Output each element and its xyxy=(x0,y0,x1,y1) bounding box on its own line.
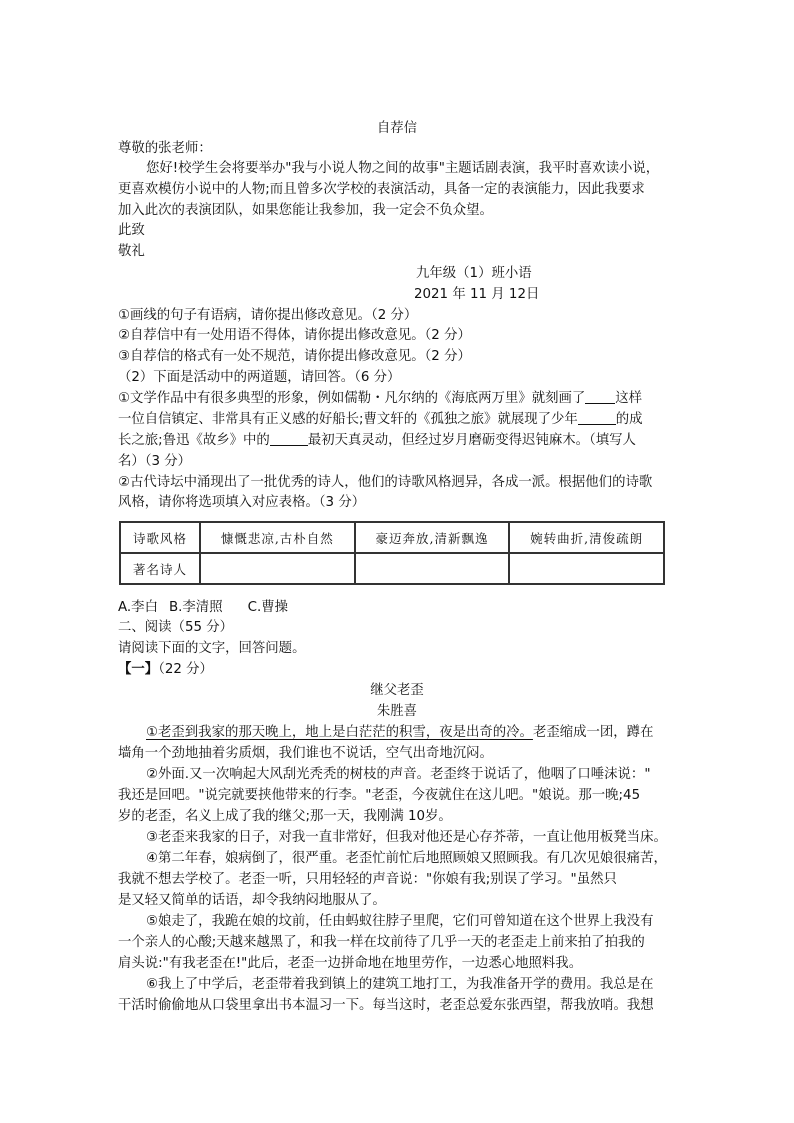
paragraph-4-line-3: 是又轻又简单的话语，却令我纳闷地服从了。 xyxy=(118,893,386,908)
table-cell-poet-2[interactable] xyxy=(355,553,510,584)
paragraph-5-line-1: ⑤娘走了，我跪在娘的坟前，任由蚂蚁往脖子里爬，它们可曾知道在这个世界上我没有 xyxy=(146,914,654,929)
letter-body-line-1: 您好!校学生会将要举办"我与小说人物之间的故事"主题话剧表演，我平时喜欢读小说， xyxy=(146,161,660,176)
fill-text: 一位自信镇定、非常具有正义感的好船长;曹文轩的《孤独之旅》就展现了少年 xyxy=(118,412,578,427)
letter-closing-2: 敬礼 xyxy=(118,244,145,259)
paragraph-6-line-1: ⑥我上了中学后，老歪带着我到镇上的建筑工地打工，为我准备开学的费用。我总是在 xyxy=(146,977,654,992)
paragraph-1-line-1 xyxy=(146,723,653,743)
poem-question-line-1: ②古代诗坛中涌现出了一批优秀的诗人，他们的诗歌风格迥异，各成一派。根据他们的诗歌 xyxy=(118,475,653,490)
poem-question-line-2: 风格，请你将选项填入对应表格。（3 分） xyxy=(118,495,366,510)
letter-title: 自荐信 xyxy=(376,121,418,136)
question-part-2: （2）下面是活动中的两道题，请回答。（6 分） xyxy=(118,370,401,385)
table-cell-style-2: 豪迈奔放,清新飘逸 xyxy=(355,522,510,553)
paragraph-text: 老歪缩成一团，蹲在 xyxy=(532,725,654,740)
part-label: 【一】 xyxy=(118,662,159,677)
paragraph-3: ③老歪来我家的日子，对我一直非常好，但我对他还是心存芥蒂，一直让他用板凳当床。 xyxy=(146,830,667,845)
option-list xyxy=(118,598,288,618)
option-b: B.李清照 xyxy=(168,600,223,615)
reading-part-heading xyxy=(118,660,213,680)
paragraph-1-line-2: 墙角一个劲地抽着劣质烟，我们谁也不说话，空气出奇地沉闷。 xyxy=(118,746,493,761)
letter-body-line-3: 加入此次的表演团队，如果您能让我参加，我一定会不负众望。 xyxy=(118,203,493,218)
fill-text: 最初天真灵动，但经过岁月磨砺变得迟钝麻木。（填写人 xyxy=(307,433,636,448)
paragraph-6-line-2: 干活时偷偷地从口袋里拿出书本温习一下。每当这时，老歪总爱东张西望，帮我放哨。我想 xyxy=(118,998,654,1013)
table-header-style: 诗歌风格 xyxy=(120,522,200,553)
answer-blank[interactable] xyxy=(578,410,616,425)
table-cell-style-3: 婉转曲折,清俊疏朗 xyxy=(509,522,664,553)
letter-signature: 九年级（1）班小语 xyxy=(416,266,532,281)
table-cell-poet-3[interactable] xyxy=(509,553,664,584)
fill-text: 的成 xyxy=(615,412,643,427)
reading-section-title: 二、阅读（55 分） xyxy=(118,620,234,635)
table-cell-poet-1[interactable] xyxy=(200,553,355,584)
paragraph-4-line-2: 我就不想去学校了。老歪一听，只用轻轻的声音说："你娘有我;别误了学习。"虽然只 xyxy=(118,872,617,887)
fill-question-line-3 xyxy=(118,431,636,451)
fill-text: 长之旅;鲁迅《故乡》中的 xyxy=(118,433,270,448)
fill-text: 这样 xyxy=(615,391,643,406)
table-header-poet: 著名诗人 xyxy=(120,553,200,584)
table-row xyxy=(120,522,664,553)
story-author: 朱胜喜 xyxy=(376,704,418,719)
question-1: ①画线的句子有语病，请你提出修改意见。（2 分） xyxy=(118,308,418,323)
fill-question-line-1 xyxy=(118,389,642,409)
paragraph-2-line-1: ②外面.又一次响起大风刮光秃秃的树枝的声音。老歪终于说话了，他咽了口唾沫说：" xyxy=(146,767,651,782)
paragraph-4-line-1: ④第二年春，娘病倒了，很严重。老歪忙前忙后地照顾娘又照顾我。有几次见娘很痛苦， xyxy=(146,851,667,866)
paragraph-5-line-3: 肩头说:"有我老歪在!"此后，老歪一边拼命地在地里劳作，一边悉心地照料我。 xyxy=(118,956,583,971)
part-score: （22 分） xyxy=(158,662,213,677)
answer-blank[interactable] xyxy=(270,431,308,446)
option-a: A.李白 xyxy=(118,600,158,615)
answer-blank[interactable] xyxy=(585,389,615,404)
table-row xyxy=(120,553,664,584)
table-cell-style-1: 慷慨悲凉,古朴自然 xyxy=(200,522,355,553)
fill-question-line-4: 名）（3 分） xyxy=(118,454,192,469)
question-3: ③自荐信的格式有一处不规范，请你提出修改意见。（2 分） xyxy=(118,349,471,364)
poet-style-table xyxy=(119,521,665,585)
letter-closing-1: 此致 xyxy=(118,223,145,238)
option-c: C.曹操 xyxy=(247,600,288,615)
letter-salutation: 尊敬的张老师： xyxy=(118,141,212,156)
paragraph-5-line-2: 一个亲人的心酸;天越来越黑了，和我一样在坟前待了几乎一天的老歪走上前来拍了拍我的 xyxy=(118,935,645,950)
underlined-sentence: ①老歪到我家的那天晚上，地上是白茫茫的积雪，夜是出奇的冷。 xyxy=(146,725,533,740)
story-title: 继父老歪 xyxy=(370,683,424,698)
letter-date: 2021 年 11 月 12日 xyxy=(414,287,540,302)
paragraph-2-line-3: 岁的老歪，名义上成了我的继父;那一天，我刚满 10岁。 xyxy=(118,809,452,824)
fill-text: ①文学作品中有很多典型的形象，例如儒勒・凡尔纳的《海底两万里》就刻画了 xyxy=(118,391,586,406)
letter-body-line-2: 更喜欢模仿小说中的人物;而且曾多次学校的表演活动，具备一定的表演能力，因此我要求 xyxy=(118,182,645,197)
reading-instruction: 请阅读下面的文字，回答问题。 xyxy=(118,641,306,656)
question-2: ②自荐信中有一处用语不得体，请你提出修改意见。（2 分） xyxy=(118,328,471,343)
paragraph-2-line-2: 我还是回吧。"说完就要挟他带来的行李。"老歪，今夜就住在这儿吧。"娘说。那一晚;45 xyxy=(118,788,641,803)
fill-question-line-2 xyxy=(118,410,643,430)
